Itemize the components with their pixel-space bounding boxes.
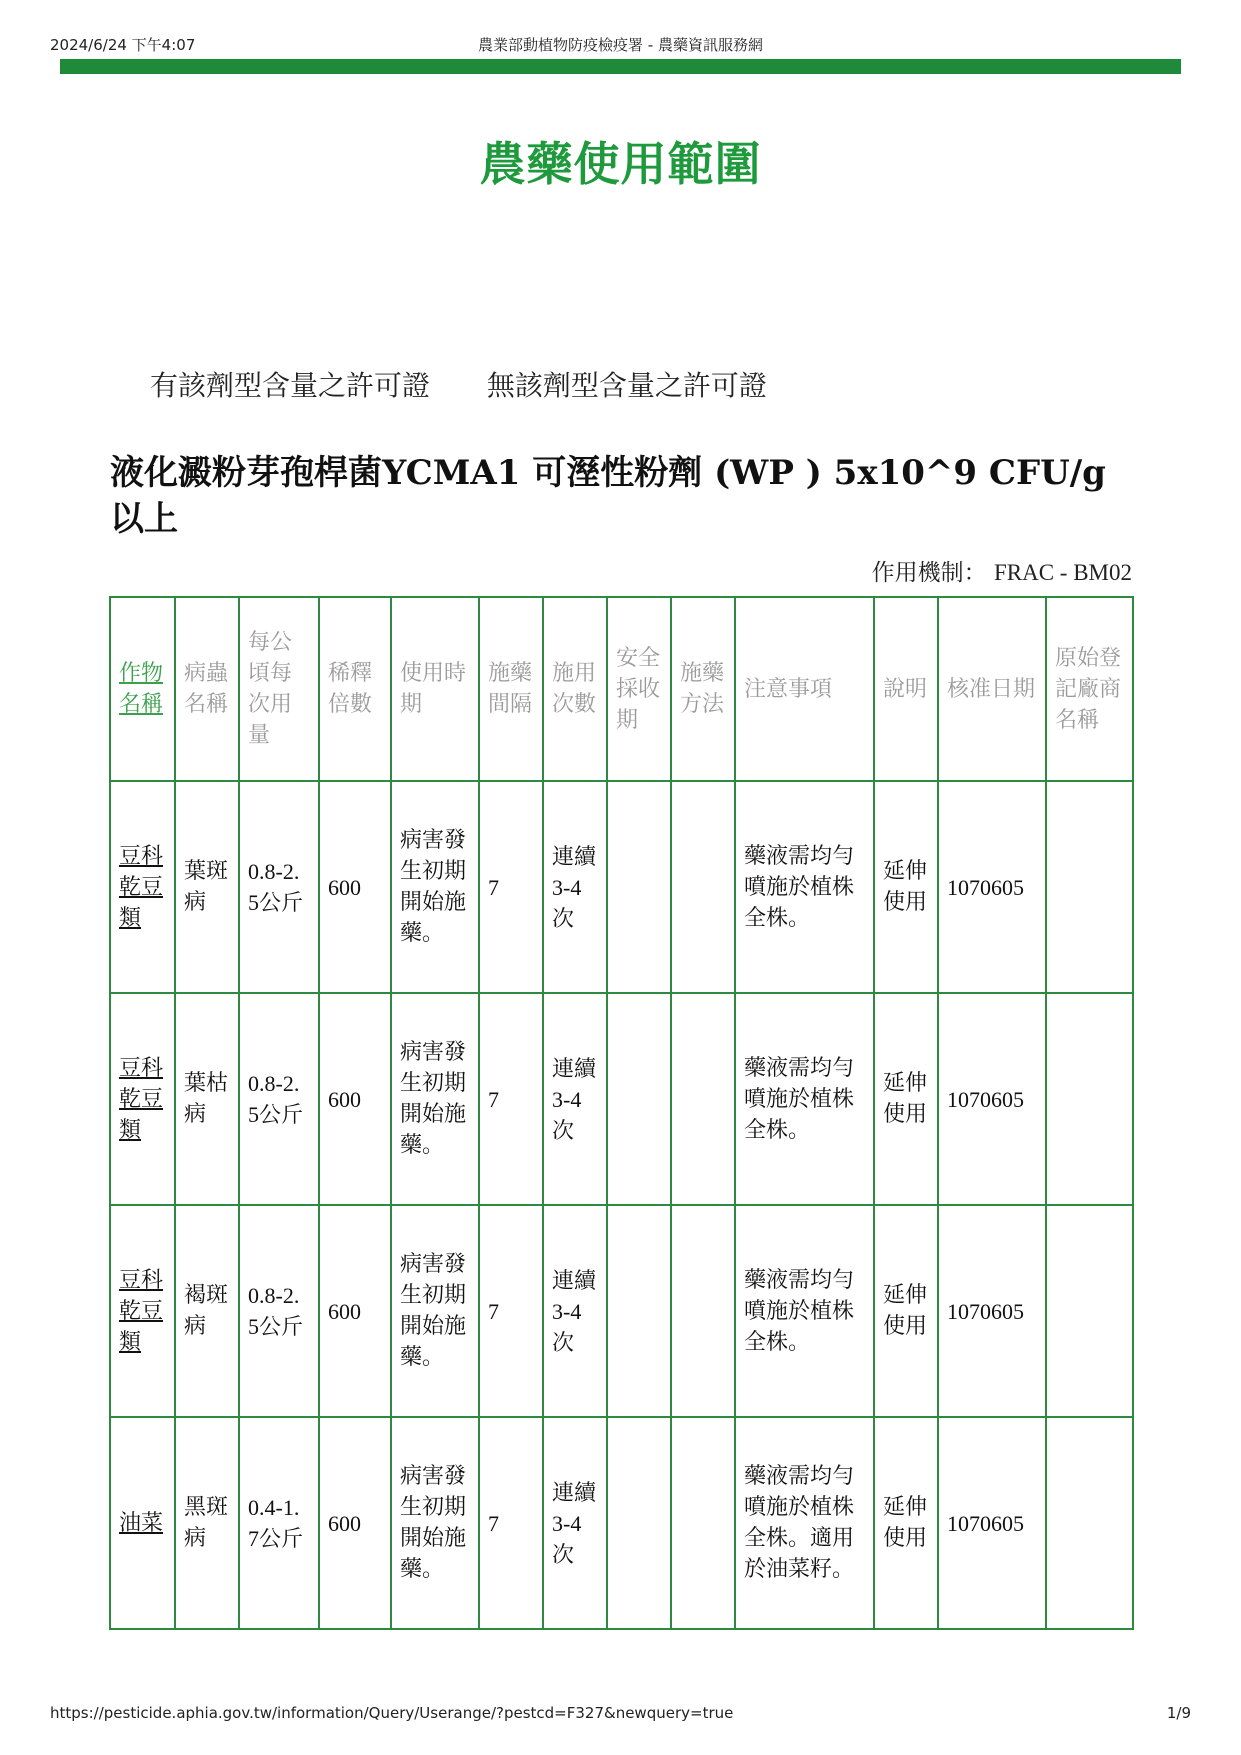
- remark-cell: 延伸使用: [874, 1205, 938, 1417]
- remark-cell: 延伸使用: [874, 993, 938, 1205]
- method-cell: [671, 1417, 735, 1629]
- timing-cell: 病害發生初期開始施藥。: [391, 1417, 479, 1629]
- pest-cell: 褐斑病: [175, 1205, 239, 1417]
- print-datetime: 2024/6/24 下午4:07: [50, 36, 196, 54]
- dose-cell: 0.8-2.5公斤: [239, 781, 319, 993]
- column-header-interval: 施藥間隔: [479, 597, 543, 781]
- print-footer: [50, 1704, 1191, 1722]
- column-header-pest: 病蟲名稱: [175, 597, 239, 781]
- safe-harvest-cell: [607, 1205, 671, 1417]
- dilution-cell: 600: [319, 1417, 391, 1629]
- tab-with-licence[interactable]: 有該劑型含量之許可證: [150, 369, 431, 402]
- crop-link[interactable]: 油菜: [110, 1417, 175, 1629]
- crop-link[interactable]: 豆科乾豆類: [110, 1205, 175, 1417]
- column-header-approval-date: 核准日期: [938, 597, 1046, 781]
- product-title: 液化澱粉芽孢桿菌YCMA1 可溼性粉劑 (WP ) 5x10^9 CFU/g 以上: [110, 453, 1106, 539]
- times-cell: 連續3-4次: [543, 1205, 607, 1417]
- notes-cell: 藥液需均勻噴施於植株全株。: [735, 1205, 874, 1417]
- column-header-safe-harvest: 安全採收期: [607, 597, 671, 781]
- table-row: [110, 1417, 1133, 1629]
- site-header-bar: [60, 59, 1181, 74]
- registrant-cell: [1046, 1205, 1133, 1417]
- approval-date-cell: 1070605: [938, 1417, 1046, 1629]
- mechanism-label: 作用機制：: [871, 560, 987, 586]
- approval-date-cell: 1070605: [938, 993, 1046, 1205]
- registrant-cell: [1046, 1417, 1133, 1629]
- interval-cell: 7: [479, 1205, 543, 1417]
- times-cell: 連續3-4次: [543, 781, 607, 993]
- timing-cell: 病害發生初期開始施藥。: [391, 993, 479, 1205]
- safe-harvest-cell: [607, 993, 671, 1205]
- print-header: [50, 34, 1191, 54]
- dose-cell: 0.8-2.5公斤: [239, 993, 319, 1205]
- tab-without-licence[interactable]: 無該劑型含量之許可證: [486, 369, 767, 402]
- times-cell: 連續3-4次: [543, 1417, 607, 1629]
- licence-filter-tabs: [150, 364, 815, 404]
- column-header-method: 施藥方法: [671, 597, 735, 781]
- method-cell: [671, 993, 735, 1205]
- times-cell: 連續3-4次: [543, 993, 607, 1205]
- method-cell: [671, 781, 735, 993]
- page-title: 農藥使用範圍: [479, 137, 762, 191]
- table-header-row: [110, 597, 1133, 781]
- pest-cell: 黑斑病: [175, 1417, 239, 1629]
- dilution-cell: 600: [319, 993, 391, 1205]
- column-header-remark: 說明: [874, 597, 938, 781]
- table-row: [110, 993, 1133, 1205]
- interval-cell: 7: [479, 781, 543, 993]
- registrant-cell: [1046, 993, 1133, 1205]
- table-row: [110, 1205, 1133, 1417]
- approval-date-cell: 1070605: [938, 1205, 1046, 1417]
- dilution-cell: 600: [319, 1205, 391, 1417]
- method-cell: [671, 1205, 735, 1417]
- column-header-notes: 注意事項: [735, 597, 874, 781]
- notes-cell: 藥液需均勻噴施於植株全株。: [735, 781, 874, 993]
- column-header-dilution: 稀釋倍數: [319, 597, 391, 781]
- crop-link[interactable]: 豆科乾豆類: [110, 781, 175, 993]
- remark-cell: 延伸使用: [874, 1417, 938, 1629]
- safe-harvest-cell: [607, 781, 671, 993]
- print-page-title: 農業部動植物防疫檢疫署 - 農藥資訊服務網: [478, 36, 763, 54]
- remark-cell: 延伸使用: [874, 781, 938, 993]
- interval-cell: 7: [479, 993, 543, 1205]
- table-row: [110, 781, 1133, 993]
- timing-cell: 病害發生初期開始施藥。: [391, 781, 479, 993]
- mechanism-value: FRAC - BM02: [993, 560, 1132, 585]
- print-url: https://pesticide.aphia.gov.tw/information/Query/Userange/?pestcd=F327&newquery=true: [50, 1704, 734, 1722]
- column-header-dose: 每公頃每次用量: [239, 597, 319, 781]
- column-header-registrant: 原始登記廠商名稱: [1046, 597, 1133, 781]
- timing-cell: 病害發生初期開始施藥。: [391, 1205, 479, 1417]
- dose-cell: 0.8-2.5公斤: [239, 1205, 319, 1417]
- pest-cell: 葉枯病: [175, 993, 239, 1205]
- column-header-timing: 使用時期: [391, 597, 479, 781]
- mechanism-of-action: [872, 554, 1132, 587]
- interval-cell: 7: [479, 1417, 543, 1629]
- crop-link[interactable]: 豆科乾豆類: [110, 993, 175, 1205]
- dose-cell: 0.4-1.7公斤: [239, 1417, 319, 1629]
- registrant-cell: [1046, 781, 1133, 993]
- safe-harvest-cell: [607, 1417, 671, 1629]
- column-header-times: 施用次數: [543, 597, 607, 781]
- notes-cell: 藥液需均勻噴施於植株全株。: [735, 993, 874, 1205]
- usage-table: [109, 596, 1134, 1630]
- pest-cell: 葉斑病: [175, 781, 239, 993]
- dilution-cell: 600: [319, 781, 391, 993]
- page-number: 1/9: [1166, 1704, 1191, 1722]
- notes-cell: 藥液需均勻噴施於植株全株。適用於油菜籽。: [735, 1417, 874, 1629]
- column-header-crop[interactable]: 作物名稱: [110, 597, 175, 781]
- approval-date-cell: 1070605: [938, 781, 1046, 993]
